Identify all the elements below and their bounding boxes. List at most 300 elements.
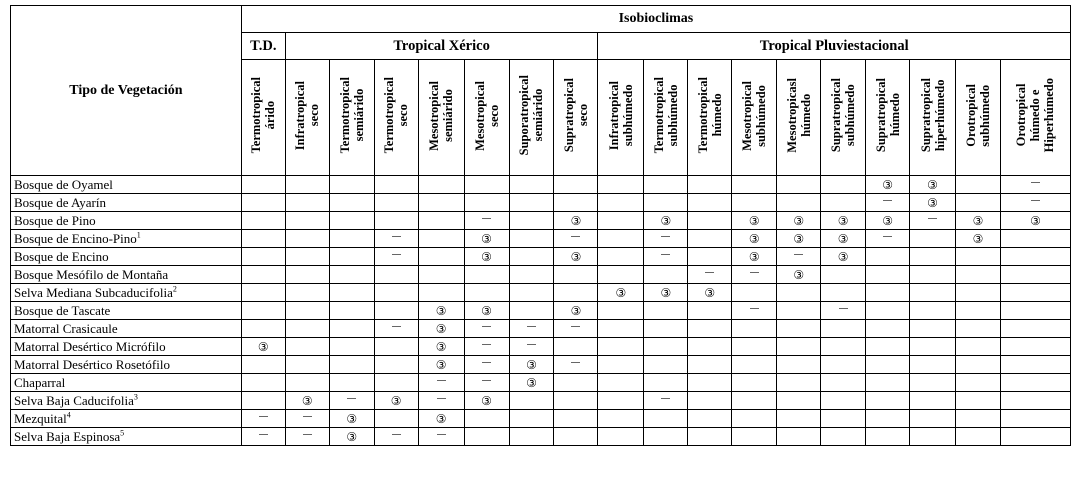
circled-three-mark: ③ <box>793 267 805 282</box>
table-row <box>11 194 1071 212</box>
data-cell <box>910 356 956 374</box>
column-header-line: Mesotropicasl <box>784 78 799 153</box>
data-cell <box>329 284 374 302</box>
data-cell <box>464 266 509 284</box>
data-cell <box>688 176 732 194</box>
data-cell <box>374 374 418 392</box>
data-cell <box>688 374 732 392</box>
dash-mark <box>392 236 401 237</box>
data-cell <box>464 248 509 266</box>
data-cell <box>866 266 910 284</box>
data-cell <box>329 230 374 248</box>
data-cell <box>598 392 644 410</box>
data-cell <box>464 392 509 410</box>
vegetation-type-label: Matorral Desértico Micrófilo <box>14 338 166 354</box>
column-header-line: hiperhúmedo <box>932 79 947 152</box>
table-row <box>11 356 1071 374</box>
data-cell <box>554 248 598 266</box>
column-header <box>285 60 329 176</box>
data-cell <box>285 356 329 374</box>
table-row <box>11 392 1071 410</box>
column-header-line: seco <box>486 104 501 127</box>
data-cell <box>374 284 418 302</box>
data-cell <box>329 176 374 194</box>
data-cell <box>644 230 688 248</box>
vegetation-type-cell <box>11 302 242 320</box>
table-row <box>11 374 1071 392</box>
data-cell <box>509 284 554 302</box>
vegetation-type-label: Selva Baja Caducifolia <box>14 392 134 408</box>
column-header-line: húmedo <box>887 93 902 138</box>
vegetation-type-label: Matorral Crasicaule <box>14 320 118 336</box>
column-header-label <box>740 81 768 151</box>
column-header-line: subhúmedo <box>620 84 635 147</box>
data-cell <box>910 410 956 428</box>
dash-mark <box>482 380 491 381</box>
data-cell <box>241 230 285 248</box>
circled-three-mark: ③ <box>972 231 984 246</box>
header-group-tropical-xerico: Tropical Xérico <box>285 33 598 60</box>
header-isobioclimas: Isobioclimas <box>241 6 1070 33</box>
circled-three-mark: ③ <box>346 411 358 426</box>
data-cell <box>910 176 956 194</box>
data-cell <box>598 428 644 446</box>
data-cell <box>910 212 956 230</box>
column-header-label <box>517 75 545 155</box>
data-cell <box>241 284 285 302</box>
data-cell <box>374 338 418 356</box>
column-header <box>464 60 509 176</box>
vegetation-type-label: Mezquital <box>14 410 67 426</box>
data-cell <box>241 248 285 266</box>
column-header-label <box>785 78 813 153</box>
data-cell <box>509 374 554 392</box>
footnote-marker: 2 <box>172 284 177 294</box>
column-header <box>1000 60 1070 176</box>
column-header-line: Supratropical <box>873 78 888 153</box>
data-cell <box>554 374 598 392</box>
data-cell <box>329 338 374 356</box>
data-cell <box>644 428 688 446</box>
column-header <box>777 60 821 176</box>
column-header-line: Infratropical <box>293 80 308 151</box>
data-cell <box>956 374 1001 392</box>
column-header-line: húmedo <box>709 93 724 138</box>
data-cell <box>910 392 956 410</box>
data-cell <box>554 356 598 374</box>
data-cell <box>821 284 866 302</box>
data-cell <box>732 194 777 212</box>
circled-three-mark: ③ <box>481 249 492 264</box>
data-cell <box>777 230 821 248</box>
data-cell <box>956 410 1001 428</box>
data-cell <box>1000 338 1070 356</box>
data-cell <box>1000 266 1070 284</box>
table-row <box>11 320 1071 338</box>
data-cell <box>866 428 910 446</box>
dash-mark <box>661 398 670 399</box>
circled-three-mark: ③ <box>526 357 537 372</box>
data-cell <box>329 374 374 392</box>
data-cell <box>777 410 821 428</box>
column-header-line: Termotropical <box>651 77 666 154</box>
data-cell <box>866 320 910 338</box>
column-header-line: Mesotropical <box>427 80 442 151</box>
data-cell <box>910 194 956 212</box>
data-cell <box>732 266 777 284</box>
data-cell <box>598 248 644 266</box>
table-row <box>11 212 1071 230</box>
data-cell <box>418 338 464 356</box>
data-cell <box>866 392 910 410</box>
vegetation-type-cell <box>11 194 242 212</box>
circled-three-mark: ③ <box>972 213 984 228</box>
column-header-line: seco <box>307 104 322 127</box>
dash-mark <box>661 254 670 255</box>
footnote-marker: 1 <box>136 230 141 240</box>
vegetation-type-cell <box>11 266 242 284</box>
data-cell <box>554 428 598 446</box>
data-cell <box>241 392 285 410</box>
vegetation-type-cell <box>11 320 242 338</box>
column-header-line: árido <box>263 101 278 130</box>
data-cell <box>777 176 821 194</box>
data-cell <box>821 266 866 284</box>
data-cell <box>241 338 285 356</box>
data-cell <box>956 356 1001 374</box>
dash-mark <box>571 362 580 363</box>
circled-three-mark: ③ <box>481 303 492 318</box>
column-header <box>644 60 688 176</box>
data-cell <box>956 338 1001 356</box>
data-cell <box>821 194 866 212</box>
vegetation-type-label: Selva Mediana Subcaducifolia <box>14 284 173 300</box>
data-cell <box>956 230 1001 248</box>
vegetation-type-cell <box>11 338 242 356</box>
circled-three-mark: ③ <box>570 303 582 318</box>
column-header <box>732 60 777 176</box>
data-cell <box>598 212 644 230</box>
data-cell <box>777 248 821 266</box>
data-cell <box>644 266 688 284</box>
data-cell <box>866 212 910 230</box>
column-header-line: húmedo <box>798 93 813 138</box>
circled-three-mark: ③ <box>748 213 760 228</box>
dash-mark <box>482 218 491 219</box>
data-cell <box>821 374 866 392</box>
data-cell <box>598 338 644 356</box>
column-header-label <box>249 77 277 153</box>
column-header-line: semiárido <box>351 89 366 142</box>
data-cell <box>732 284 777 302</box>
column-header-line: Suporatropical <box>517 75 532 156</box>
data-cell <box>910 320 956 338</box>
data-cell <box>732 320 777 338</box>
data-cell <box>821 230 866 248</box>
data-cell <box>688 302 732 320</box>
data-cell <box>956 194 1001 212</box>
data-cell <box>956 428 1001 446</box>
data-cell <box>374 302 418 320</box>
column-header-label <box>1014 78 1056 152</box>
data-cell <box>329 212 374 230</box>
data-cell <box>866 248 910 266</box>
circled-three-mark: ③ <box>793 231 805 246</box>
vegetation-type-label: Selva Baja Espinosa <box>14 428 121 444</box>
data-cell <box>910 428 956 446</box>
data-cell <box>554 302 598 320</box>
table-row <box>11 338 1071 356</box>
column-header-line: semiárido <box>441 89 456 142</box>
data-cell <box>374 230 418 248</box>
column-header-line: Orotropical <box>1014 84 1029 147</box>
data-cell <box>732 212 777 230</box>
data-cell <box>688 410 732 428</box>
data-cell <box>241 410 285 428</box>
column-header-label <box>338 77 366 153</box>
vegetation-type-label: Bosque de Tascate <box>14 302 111 318</box>
data-cell <box>285 302 329 320</box>
data-cell <box>329 248 374 266</box>
circled-three-mark: ③ <box>435 339 447 354</box>
column-header-line: Termotropical <box>382 77 397 154</box>
data-cell <box>241 302 285 320</box>
data-cell <box>509 338 554 356</box>
data-cell <box>644 194 688 212</box>
data-cell <box>285 194 329 212</box>
data-cell <box>910 302 956 320</box>
data-cell <box>241 428 285 446</box>
dash-mark <box>347 398 356 399</box>
data-cell <box>509 320 554 338</box>
column-header <box>821 60 866 176</box>
data-cell <box>464 428 509 446</box>
data-cell <box>329 428 374 446</box>
dash-mark <box>392 254 401 255</box>
column-header <box>866 60 910 176</box>
column-header-label <box>293 81 321 150</box>
data-cell <box>777 320 821 338</box>
data-cell <box>598 230 644 248</box>
data-cell <box>866 356 910 374</box>
column-header-line: Infratropical <box>606 80 621 151</box>
table-row <box>11 266 1071 284</box>
circled-three-mark: ③ <box>301 393 313 408</box>
vegetation-type-label: Bosque de Encino-Pino <box>14 230 137 246</box>
data-cell <box>285 248 329 266</box>
data-cell <box>598 176 644 194</box>
data-cell <box>1000 302 1070 320</box>
data-cell <box>866 284 910 302</box>
data-cell <box>241 194 285 212</box>
data-cell <box>821 320 866 338</box>
data-cell <box>777 356 821 374</box>
data-cell <box>598 320 644 338</box>
data-cell <box>285 266 329 284</box>
column-header <box>329 60 374 176</box>
data-cell <box>418 176 464 194</box>
data-cell <box>554 320 598 338</box>
data-cell <box>554 194 598 212</box>
data-cell <box>1000 356 1070 374</box>
data-cell <box>285 230 329 248</box>
data-cell <box>329 194 374 212</box>
data-cell <box>644 392 688 410</box>
column-header-label <box>919 78 947 152</box>
data-cell <box>1000 212 1070 230</box>
dash-mark <box>527 344 536 345</box>
column-header-line: semiárido <box>531 89 546 142</box>
data-cell <box>910 248 956 266</box>
data-cell <box>688 212 732 230</box>
data-cell <box>241 320 285 338</box>
isobioclimas-table <box>10 5 1071 446</box>
data-cell <box>688 356 732 374</box>
data-cell <box>464 320 509 338</box>
column-header <box>956 60 1001 176</box>
table-row <box>11 410 1071 428</box>
table-row <box>11 428 1071 446</box>
vegetation-type-cell <box>11 392 242 410</box>
column-header-line: Supratropical <box>561 78 576 153</box>
dash-mark <box>928 218 937 219</box>
data-cell <box>956 266 1001 284</box>
data-cell <box>329 410 374 428</box>
circled-three-mark: ③ <box>748 231 760 246</box>
circled-three-mark: ③ <box>570 213 582 228</box>
data-cell <box>329 266 374 284</box>
data-cell <box>688 320 732 338</box>
data-cell <box>285 212 329 230</box>
data-cell <box>285 428 329 446</box>
data-cell <box>464 194 509 212</box>
data-cell <box>418 230 464 248</box>
data-cell <box>464 338 509 356</box>
column-header-line: seco <box>396 104 411 127</box>
data-cell <box>777 302 821 320</box>
data-cell <box>821 302 866 320</box>
data-cell <box>241 176 285 194</box>
circled-three-mark: ③ <box>793 213 805 228</box>
column-header-line: Termotropical <box>695 77 710 154</box>
data-cell <box>554 176 598 194</box>
data-cell <box>329 320 374 338</box>
data-cell <box>956 212 1001 230</box>
dash-mark <box>750 308 759 309</box>
data-cell <box>554 266 598 284</box>
circled-three-mark: ③ <box>570 249 582 264</box>
data-cell <box>418 248 464 266</box>
data-cell <box>418 428 464 446</box>
vegetation-type-label: Bosque Mesófilo de Montaña <box>14 266 169 282</box>
data-cell <box>509 428 554 446</box>
data-cell <box>241 374 285 392</box>
data-cell <box>464 284 509 302</box>
data-cell <box>732 302 777 320</box>
circled-three-mark: ③ <box>346 429 358 444</box>
vegetation-type-label: Chaparral <box>14 374 66 390</box>
column-header-line: Supratropical <box>918 78 933 153</box>
column-header-line: Termotropical <box>337 77 352 154</box>
data-cell <box>509 248 554 266</box>
data-cell <box>688 248 732 266</box>
column-header-line: Hiperhúmedo <box>1042 78 1057 153</box>
data-cell <box>509 194 554 212</box>
column-header-label <box>562 78 590 152</box>
data-cell <box>732 374 777 392</box>
data-cell <box>732 392 777 410</box>
data-cell <box>374 320 418 338</box>
circled-three-mark: ③ <box>481 393 492 408</box>
data-cell <box>418 302 464 320</box>
column-header-label <box>652 77 680 153</box>
column-header-label <box>427 81 455 151</box>
data-cell <box>509 410 554 428</box>
data-cell <box>821 248 866 266</box>
data-cell <box>910 338 956 356</box>
data-cell <box>418 410 464 428</box>
data-cell <box>418 266 464 284</box>
data-cell <box>1000 320 1070 338</box>
circled-three-mark: ③ <box>882 213 893 228</box>
column-header <box>241 60 285 176</box>
column-header <box>598 60 644 176</box>
dash-mark <box>1031 200 1040 201</box>
data-cell <box>374 248 418 266</box>
data-cell <box>418 374 464 392</box>
footnote-marker: 4 <box>66 410 71 420</box>
dash-mark <box>750 272 759 273</box>
data-cell <box>285 338 329 356</box>
data-cell <box>777 428 821 446</box>
table-row <box>11 230 1071 248</box>
data-cell <box>688 266 732 284</box>
data-cell <box>644 338 688 356</box>
data-cell <box>866 410 910 428</box>
dash-mark <box>259 416 268 417</box>
data-cell <box>821 428 866 446</box>
circled-three-mark: ③ <box>837 213 849 228</box>
data-cell <box>777 194 821 212</box>
data-cell <box>956 284 1001 302</box>
data-cell <box>554 212 598 230</box>
data-cell <box>374 392 418 410</box>
data-cell <box>1000 392 1070 410</box>
data-cell <box>374 356 418 374</box>
data-cell <box>509 356 554 374</box>
data-cell <box>910 284 956 302</box>
data-cell <box>598 266 644 284</box>
dash-mark <box>303 434 312 435</box>
circled-three-mark: ③ <box>748 249 760 264</box>
dash-mark <box>392 326 401 327</box>
data-cell <box>464 374 509 392</box>
column-header-line: subhúmedo <box>754 84 769 147</box>
dash-mark <box>482 326 491 327</box>
vegetation-type-cell <box>11 176 242 194</box>
data-cell <box>1000 230 1070 248</box>
data-cell <box>910 230 956 248</box>
table-row <box>11 176 1071 194</box>
data-cell <box>509 392 554 410</box>
data-cell <box>644 302 688 320</box>
data-cell <box>777 266 821 284</box>
data-cell <box>688 338 732 356</box>
dash-mark <box>571 236 580 237</box>
data-cell <box>464 410 509 428</box>
data-cell <box>644 248 688 266</box>
data-cell <box>777 374 821 392</box>
